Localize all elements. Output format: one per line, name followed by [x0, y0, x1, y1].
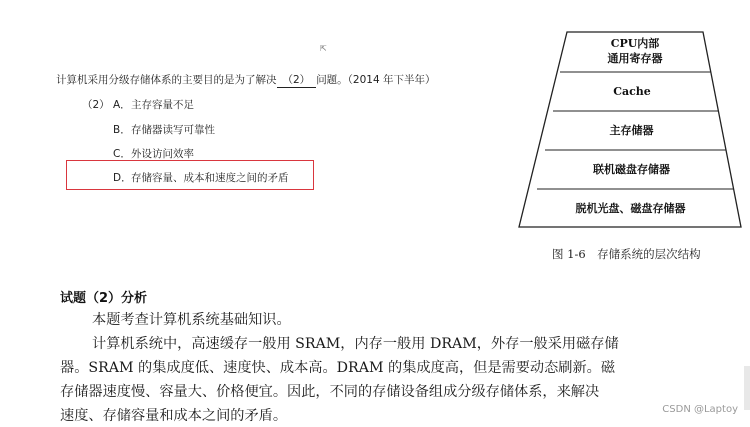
- analysis-title: 试题（2）分析: [60, 291, 148, 306]
- question-text-before: 计算机采用分级存储体系的主要目的是为了解决: [56, 74, 277, 86]
- watermark: CSDN @Laptoy: [662, 404, 738, 415]
- figure-caption: 图 1-6 存储系统的层次结构: [552, 247, 701, 261]
- option-d-text: 存储容量、成本和速度之间的矛盾: [131, 172, 289, 184]
- pyramid-level-offline-storage: 脱机光盘、磁盘存储器: [575, 202, 686, 215]
- analysis-line-3: 器。SRAM 的集成度低、速度快、成本高。DRAM 的集成度高，但是需要动态刷新。磁: [60, 360, 616, 376]
- cursor-icon: ⇱: [320, 44, 327, 53]
- question-text-after: 问题。（2014 年下半年）: [316, 74, 436, 86]
- pyramid-level-registers-line1: CPU内部: [610, 37, 660, 50]
- option-b-text: 存储器读写可靠性: [131, 124, 215, 136]
- option-a-letter: A．: [113, 99, 131, 111]
- question-number: （2）: [82, 99, 110, 111]
- analysis-line-1: 本题考查计算机系统基础知识。: [92, 312, 291, 328]
- analysis-line-5: 速度、存储容量和成本之间的矛盾。: [60, 408, 288, 424]
- pyramid-level-online-disk: 联机磁盘存储器: [593, 163, 670, 176]
- option-a-text: 主存容量不足: [131, 99, 194, 111]
- question-blank: （2）: [277, 72, 317, 88]
- pyramid-level-registers: [567, 36, 703, 66]
- analysis-line-4: 存储器速度慢、容量大、价格便宜。因此，不同的存储设备组成分级存储体系，来解决: [60, 384, 600, 400]
- analysis-line-2: 计算机系统中，高速缓存一般用 SRAM，内存一般用 DRAM，外存一般采用磁存储: [92, 336, 619, 352]
- option-d-letter: D．: [113, 172, 132, 184]
- pyramid-level-cache: Cache: [613, 85, 651, 98]
- scrollbar-edge[interactable]: [744, 366, 750, 410]
- pyramid-level-main-memory: 主存储器: [609, 124, 654, 137]
- option-c-text: 外设访问效率: [131, 148, 194, 160]
- pyramid-level-registers-line2: 通用寄存器: [607, 52, 663, 65]
- option-b-letter: B．: [113, 124, 131, 136]
- option-c-letter: C．: [113, 148, 131, 160]
